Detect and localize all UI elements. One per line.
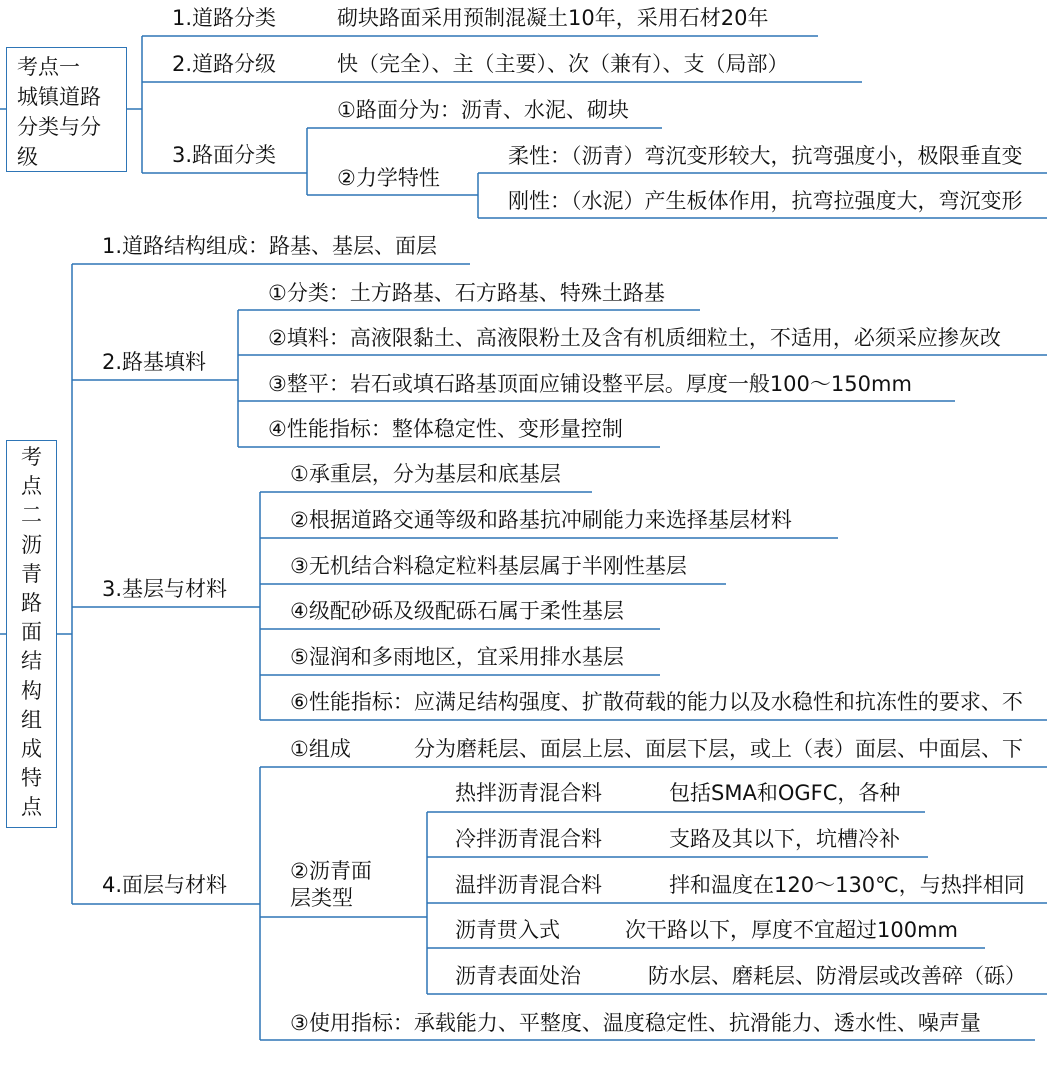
node-base-materials: 3.基层与材料 [102,577,228,601]
base-item-6: ⑥性能指标：应满足结构强度、扩散荷载的能力以及水稳性和抗冻性的要求、不 [290,690,1023,714]
node-mechanical-properties: ②力学特性 [337,166,440,190]
section-1-title-box: 考点一 城镇道路 分类与分 级 [6,47,127,172]
surface-composition-label: ①组成 [290,737,351,761]
node-subgrade-fill: 2.路基填料 [102,350,207,374]
asphalt-type-desc: 支路及其以下，坑槽冷补 [669,827,900,851]
node-pavement-types: ①路面分为：沥青、水泥、砌块 [337,98,629,122]
node-flexible-pavement: 柔性：（沥青）弯沉变形较大，抗弯强度小，极限垂直变 [508,144,1023,168]
asphalt-type-name: 沥青贯入式 [455,918,560,942]
surface-composition-text: 分为磨耗层、面层上层、面层下层，或上（表）面层、中面层、下 [414,737,1023,761]
section-2-title-box: 考 点 二 沥 青 路 面 结 构 组 成 特 点 [6,440,57,828]
node-road-grading-text: 快（完全）、主（主要）、次（兼有）、支（局部） [337,52,789,76]
subgrade-item-2: ②填料：高液限黏土、高液限粉土及含有机质细粒土，不适用，必须采应掺灰改 [268,326,1001,350]
base-item-2: ②根据道路交通等级和路基抗冲刷能力来选择基层材料 [290,508,792,532]
surface-usage-indicators: ③使用指标：承载能力、平整度、温度稳定性、抗滑能力、透水性、噪声量 [290,1011,981,1035]
asphalt-layer-types-label: ②沥青面 层类型 [290,859,372,910]
node-road-classification: 1.道路分类 [172,6,277,30]
node-surface-materials: 4.面层与材料 [102,873,228,897]
subgrade-item-3: ③整平：岩石或填石路基顶面应铺设整平层。厚度一般100～150mm [268,372,912,396]
base-item-5: ⑤湿润和多雨地区，宜采用排水基层 [290,645,624,669]
asphalt-type-desc: 防水层、磨耗层、防滑层或改善碎（砾） [648,964,1026,988]
asphalt-type-name: 沥青表面处治 [455,964,581,988]
node-road-structure: 1.道路结构组成：路基、基层、面层 [102,234,438,258]
node-road-classification-text: 砌块路面采用预制混凝土10年，采用石材20年 [337,6,769,30]
base-item-4: ④级配砂砾及级配砾石属于柔性基层 [290,599,624,623]
node-road-grading: 2.道路分级 [172,52,277,76]
node-pavement-classification: 3.路面分类 [172,143,277,167]
base-item-1: ①承重层，分为基层和底基层 [290,462,561,486]
subgrade-item-4: ④性能指标：整体稳定性、变形量控制 [268,417,623,441]
asphalt-type-name: 温拌沥青混合料 [455,873,602,897]
asphalt-type-desc: 包括SMA和OGFC，各种 [669,781,901,805]
asphalt-type-name: 热拌沥青混合料 [455,781,602,805]
asphalt-type-desc: 次干路以下，厚度不宜超过100mm [625,918,958,942]
asphalt-type-name: 冷拌沥青混合料 [455,827,602,851]
subgrade-item-1: ①分类：土方路基、石方路基、特殊土路基 [268,281,665,305]
node-rigid-pavement: 刚性：（水泥）产生板体作用，抗弯拉强度大，弯沉变形 [508,189,1023,213]
base-item-3: ③无机结合料稳定粒料基层属于半刚性基层 [290,554,687,578]
asphalt-type-desc: 拌和温度在120～130℃，与热拌相同 [669,873,1025,897]
